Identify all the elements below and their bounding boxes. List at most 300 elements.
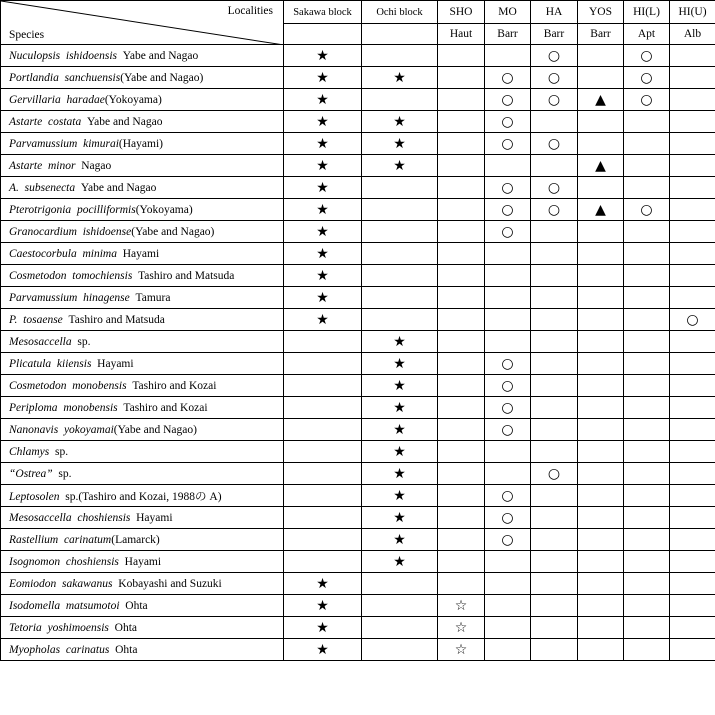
occurrence-cell (624, 155, 670, 177)
species-epithet: monobensis (72, 379, 127, 392)
occurrence-cell (670, 397, 715, 419)
occurrence-cell (578, 595, 624, 617)
occurrence-cell: ★ (284, 309, 362, 331)
occurrence-cell: ★ (362, 529, 438, 551)
species-genus: Astarte (9, 115, 43, 128)
occurrence-cell (284, 419, 362, 441)
occurrence-cell (670, 551, 715, 573)
species-author: sp.(Tashiro and Kozai, 1988の A) (65, 490, 222, 503)
species-epithet: kimurai (83, 137, 119, 150)
occurrence-cell (438, 133, 485, 155)
species-author: (Yabe and Nagao) (131, 225, 215, 238)
table-row (1, 353, 715, 375)
occurrence-cell (438, 353, 485, 375)
occurrence-cell: ★ (362, 375, 438, 397)
table-row (1, 287, 715, 309)
occurrence-cell (624, 287, 670, 309)
occurrence-cell (438, 573, 485, 595)
stage-sho: Haut (438, 24, 485, 45)
stage-ochi (362, 24, 438, 45)
table-row (1, 243, 715, 265)
occurrence-cell (578, 463, 624, 485)
occurrence-cell: ★ (362, 485, 438, 507)
col-header-yos: YOS (578, 1, 624, 24)
occurrence-cell (624, 419, 670, 441)
occurrence-cell (624, 177, 670, 199)
species-author: (Hayami) (118, 137, 163, 150)
species-genus: Nuculopsis (9, 49, 61, 62)
occurrence-cell: ○ (485, 529, 531, 551)
occurrence-cell (578, 375, 624, 397)
species-name-cell (1, 617, 284, 639)
table-row (1, 551, 715, 573)
species-genus: Cosmetodon (9, 379, 67, 392)
occurrence-cell (578, 529, 624, 551)
occurrence-cell: ○ (624, 67, 670, 89)
species-name-cell (1, 243, 284, 265)
species-epithet: choshiensis (65, 555, 119, 568)
species-genus: Pterotrigonia (9, 203, 72, 216)
table-row (1, 573, 715, 595)
occurrence-cell (670, 155, 715, 177)
species-author: Kobayashi and Suzuki (118, 577, 222, 590)
occurrence-cell: ★ (284, 155, 362, 177)
species-author: Hayami (97, 357, 134, 370)
species-name-cell (1, 309, 284, 331)
species-author: Tamura (135, 291, 171, 304)
occurrence-cell: ★ (362, 507, 438, 529)
col-header-mo: MO (485, 1, 531, 24)
occurrence-cell (578, 111, 624, 133)
species-author: Yabe and Nagao (86, 115, 163, 128)
species-name-cell (1, 331, 284, 353)
occurrence-cell: ★ (284, 67, 362, 89)
species-epithet: yokoyamai (63, 423, 114, 436)
table-row (1, 111, 715, 133)
occurrence-cell (624, 573, 670, 595)
occurrence-cell (531, 221, 578, 243)
species-name-cell (1, 221, 284, 243)
occurrence-cell (284, 551, 362, 573)
species-author: Tashiro and Kozai (123, 401, 208, 414)
species-epithet: carinatus (65, 643, 110, 656)
occurrence-cell (624, 243, 670, 265)
species-epithet: carinatum (63, 533, 112, 546)
occurrence-cell (531, 529, 578, 551)
occurrence-cell (624, 331, 670, 353)
table-row (1, 67, 715, 89)
species-name-cell (1, 199, 284, 221)
species-name-cell (1, 155, 284, 177)
occurrence-cell: ★ (284, 265, 362, 287)
occurrence-cell (670, 419, 715, 441)
stage-ha: Barr (531, 24, 578, 45)
stage-yos: Barr (578, 24, 624, 45)
species-genus: Isodomella (9, 599, 61, 612)
occurrence-cell (624, 309, 670, 331)
occurrence-cell (578, 485, 624, 507)
species-genus: Myopholas (9, 643, 61, 656)
species-genus: Mesosaccella (9, 511, 72, 524)
occurrence-cell: ★ (284, 89, 362, 111)
occurrence-cell (624, 353, 670, 375)
occurrence-cell (362, 595, 438, 617)
occurrence-cell: ★ (362, 551, 438, 573)
species-genus: Granocardium (9, 225, 77, 238)
occurrence-cell (362, 243, 438, 265)
occurrence-cell (284, 485, 362, 507)
occurrence-cell: ★ (284, 287, 362, 309)
occurrence-cell (531, 573, 578, 595)
occurrence-cell (670, 67, 715, 89)
species-author: (Yabe and Nagao) (120, 71, 204, 84)
species-author: Tashiro and Kozai (132, 379, 217, 392)
species-author: (Lamarck) (111, 533, 160, 546)
occurrence-cell (578, 265, 624, 287)
species-epithet: sakawanus (62, 577, 113, 590)
species-author: Tashiro and Matsuda (138, 269, 235, 282)
occurrence-cell (624, 375, 670, 397)
table-row (1, 265, 715, 287)
occurrence-cell (284, 529, 362, 551)
occurrence-cell (531, 507, 578, 529)
occurrence-cell: ○ (485, 353, 531, 375)
localities-label: Localities (227, 5, 273, 17)
table-row (1, 155, 715, 177)
species-author: (Yabe and Nagao) (113, 423, 197, 436)
species-author: (Yokoyama) (135, 203, 193, 216)
occurrence-cell: ★ (284, 639, 362, 661)
occurrence-cell (670, 353, 715, 375)
table-row (1, 595, 715, 617)
species-author: Hayami (122, 247, 160, 260)
occurrence-cell (485, 45, 531, 67)
species-epithet: ishidoense (82, 225, 132, 238)
occurrence-cell: ★ (362, 111, 438, 133)
occurrence-cell (438, 89, 485, 111)
species-epithet: ishidoensis (65, 49, 117, 62)
species-name-cell (1, 463, 284, 485)
species-name-cell (1, 419, 284, 441)
occurrence-cell: ○ (485, 375, 531, 397)
occurrence-cell (531, 485, 578, 507)
table-row (1, 617, 715, 639)
occurrence-cell (362, 639, 438, 661)
species-genus: Periploma (9, 401, 58, 414)
occurrence-cell (284, 463, 362, 485)
occurrence-cell (670, 617, 715, 639)
occurrence-cell (362, 89, 438, 111)
occurrence-cell (531, 265, 578, 287)
species-genus: Mesosaccella (9, 335, 72, 348)
occurrence-cell: ○ (624, 199, 670, 221)
occurrence-cell (531, 617, 578, 639)
table-row (1, 419, 715, 441)
occurrence-cell (438, 551, 485, 573)
occurrence-cell (485, 331, 531, 353)
header-row-top (1, 1, 715, 24)
table-row (1, 221, 715, 243)
occurrence-cell (531, 353, 578, 375)
table-body (1, 45, 715, 661)
occurrence-cell: ○ (531, 133, 578, 155)
occurrence-cell (438, 419, 485, 441)
species-name-cell (1, 353, 284, 375)
species-name-cell (1, 111, 284, 133)
species-author: Tashiro and Matsuda (68, 313, 165, 326)
species-name-cell (1, 287, 284, 309)
occurrence-cell: ★ (284, 199, 362, 221)
species-epithet: minima (82, 247, 117, 260)
table-row (1, 441, 715, 463)
occurrence-cell (670, 45, 715, 67)
occurrence-cell (438, 463, 485, 485)
occurrence-cell (578, 419, 624, 441)
species-name-cell (1, 133, 284, 155)
species-author: sp. (55, 445, 69, 458)
occurrence-cell: ○ (485, 199, 531, 221)
species-genus: A. (9, 181, 19, 194)
table-row (1, 45, 715, 67)
species-genus: Caestocorbula (9, 247, 77, 260)
species-author: (Yokoyama) (104, 93, 162, 106)
occurrence-cell (438, 45, 485, 67)
species-epithet: subsenecta (24, 181, 76, 194)
species-name-cell (1, 595, 284, 617)
occurrence-cell (362, 199, 438, 221)
occurrence-cell: ☆ (438, 639, 485, 661)
species-epithet: tomochiensis (72, 269, 133, 282)
occurrence-cell (578, 507, 624, 529)
species-author: sp. (77, 335, 91, 348)
species-epithet: minor (47, 159, 76, 172)
species-epithet: matsumotoi (65, 599, 120, 612)
species-genus: Rastellium (9, 533, 59, 546)
occurrence-cell: ★ (284, 133, 362, 155)
species-name-cell (1, 507, 284, 529)
occurrence-cell: ○ (485, 177, 531, 199)
col-header-hi-l: HI(L) (624, 1, 670, 24)
species-author: Ohta (114, 621, 138, 634)
occurrence-cell (578, 551, 624, 573)
species-genus: Astarte (9, 159, 43, 172)
occurrence-cell (670, 507, 715, 529)
occurrence-cell (578, 617, 624, 639)
occurrence-cell (670, 595, 715, 617)
occurrence-cell: ○ (485, 67, 531, 89)
occurrence-cell (624, 595, 670, 617)
occurrence-cell (578, 177, 624, 199)
occurrence-cell: ★ (362, 331, 438, 353)
species-name-cell (1, 265, 284, 287)
occurrence-cell (578, 639, 624, 661)
species-genus: Cosmetodon (9, 269, 67, 282)
occurrence-cell (531, 551, 578, 573)
occurrence-cell: ★ (284, 595, 362, 617)
occurrence-cell (531, 375, 578, 397)
col-header-sakawa: Sakawa block (284, 1, 362, 24)
occurrence-cell (578, 573, 624, 595)
occurrence-cell (624, 463, 670, 485)
species-genus: Gervillaria (9, 93, 61, 106)
col-header-ochi: Ochi block (362, 1, 438, 24)
table-row (1, 639, 715, 661)
occurrence-cell (438, 67, 485, 89)
occurrence-cell: ★ (284, 243, 362, 265)
occurrence-cell (670, 199, 715, 221)
occurrence-cell (578, 221, 624, 243)
occurrence-cell (670, 375, 715, 397)
occurrence-cell: ○ (670, 309, 715, 331)
occurrence-cell (624, 485, 670, 507)
table-row (1, 199, 715, 221)
species-name-cell (1, 551, 284, 573)
occurrence-cell: ○ (531, 67, 578, 89)
occurrence-cell (362, 45, 438, 67)
table-row (1, 463, 715, 485)
occurrence-cell (284, 353, 362, 375)
species-epithet: haradae (66, 93, 105, 106)
occurrence-cell (438, 265, 485, 287)
occurrence-cell (670, 573, 715, 595)
occurrence-cell (438, 177, 485, 199)
species-epithet: kiiensis (56, 357, 92, 370)
occurrence-cell (438, 199, 485, 221)
occurrence-cell: ★ (362, 67, 438, 89)
occurrence-cell (438, 441, 485, 463)
occurrence-cell (578, 353, 624, 375)
occurrence-cell (670, 463, 715, 485)
occurrence-cell (531, 287, 578, 309)
occurrence-cell: ▲ (578, 89, 624, 111)
species-genus: Chlamys (9, 445, 50, 458)
occurrence-cell: ★ (284, 45, 362, 67)
occurrence-cell (670, 221, 715, 243)
occurrence-cell (362, 265, 438, 287)
occurrence-cell (438, 221, 485, 243)
stage-mo: Barr (485, 24, 531, 45)
species-genus: Eomiodon (9, 577, 57, 590)
species-name-cell (1, 67, 284, 89)
occurrence-cell (362, 177, 438, 199)
occurrence-cell: ★ (362, 419, 438, 441)
occurrence-cell (485, 287, 531, 309)
occurrence-cell (485, 309, 531, 331)
occurrence-cell: ○ (531, 45, 578, 67)
occurrence-cell (485, 595, 531, 617)
occurrence-cell (362, 309, 438, 331)
occurrence-cell: ★ (362, 133, 438, 155)
species-name-cell (1, 485, 284, 507)
occurrence-cell: ★ (362, 353, 438, 375)
species-epithet: costata (47, 115, 82, 128)
species-name-cell (1, 529, 284, 551)
table-row (1, 309, 715, 331)
occurrence-cell: ○ (485, 485, 531, 507)
occurrence-cell (284, 331, 362, 353)
species-name-cell (1, 375, 284, 397)
table-row (1, 507, 715, 529)
occurrence-cell (624, 133, 670, 155)
occurrence-cell (531, 595, 578, 617)
occurrence-cell (362, 221, 438, 243)
occurrence-cell (531, 419, 578, 441)
species-name-cell (1, 639, 284, 661)
occurrence-cell (624, 507, 670, 529)
species-author: sp. (58, 467, 72, 480)
occurrence-cell: ○ (624, 45, 670, 67)
species-genus: Tetoria (9, 621, 42, 634)
col-header-sho: SHO (438, 1, 485, 24)
species-epithet: choshiensis (77, 511, 131, 524)
occurrence-cell (670, 639, 715, 661)
occurrence-cell (578, 309, 624, 331)
table-row (1, 331, 715, 353)
occurrence-cell (578, 243, 624, 265)
table-row (1, 89, 715, 111)
occurrence-cell: ▲ (578, 155, 624, 177)
occurrence-cell (438, 397, 485, 419)
occurrence-cell (670, 265, 715, 287)
occurrence-cell (362, 287, 438, 309)
occurrence-cell: ○ (485, 507, 531, 529)
occurrence-cell: ○ (531, 89, 578, 111)
species-genus: Leptosolen (9, 490, 60, 503)
occurrence-cell (624, 551, 670, 573)
species-author: Hayami (136, 511, 173, 524)
occurrence-cell: ★ (362, 155, 438, 177)
species-name-cell (1, 573, 284, 595)
occurrence-cell (670, 111, 715, 133)
species-genus: Portlandia (9, 71, 59, 84)
species-author: Nagao (81, 159, 112, 172)
occurrence-cell: ○ (531, 199, 578, 221)
occurrence-cell (531, 309, 578, 331)
species-author: Ohta (125, 599, 148, 612)
occurrence-cell (485, 573, 531, 595)
occurrence-cell (624, 111, 670, 133)
occurrence-cell: ★ (284, 111, 362, 133)
occurrence-cell: ○ (485, 133, 531, 155)
species-epithet: yoshimoensis (47, 621, 109, 634)
occurrence-cell: ○ (485, 111, 531, 133)
occurrence-cell: ★ (284, 573, 362, 595)
occurrence-cell (670, 89, 715, 111)
species-epithet: pocilliformis (76, 203, 136, 216)
occurrence-cell: ★ (284, 221, 362, 243)
table-row (1, 375, 715, 397)
occurrence-cell (670, 243, 715, 265)
occurrence-cell (624, 265, 670, 287)
table-row (1, 529, 715, 551)
occurrence-cell (624, 617, 670, 639)
occurrence-cell (531, 397, 578, 419)
occurrence-cell (438, 309, 485, 331)
species-genus: Nanonavis (9, 423, 59, 436)
occurrence-cell (362, 573, 438, 595)
species-author: Yabe and Nagao (80, 181, 157, 194)
occurrence-cell (624, 529, 670, 551)
species-genus: Isognomon (9, 555, 61, 568)
occurrence-cell: ○ (485, 221, 531, 243)
species-name-cell (1, 89, 284, 111)
occurrence-cell (485, 265, 531, 287)
species-name-cell (1, 441, 284, 463)
species-epithet: monobensis (63, 401, 118, 414)
occurrence-cell (284, 441, 362, 463)
occurrence-cell (438, 507, 485, 529)
occurrence-cell (624, 639, 670, 661)
